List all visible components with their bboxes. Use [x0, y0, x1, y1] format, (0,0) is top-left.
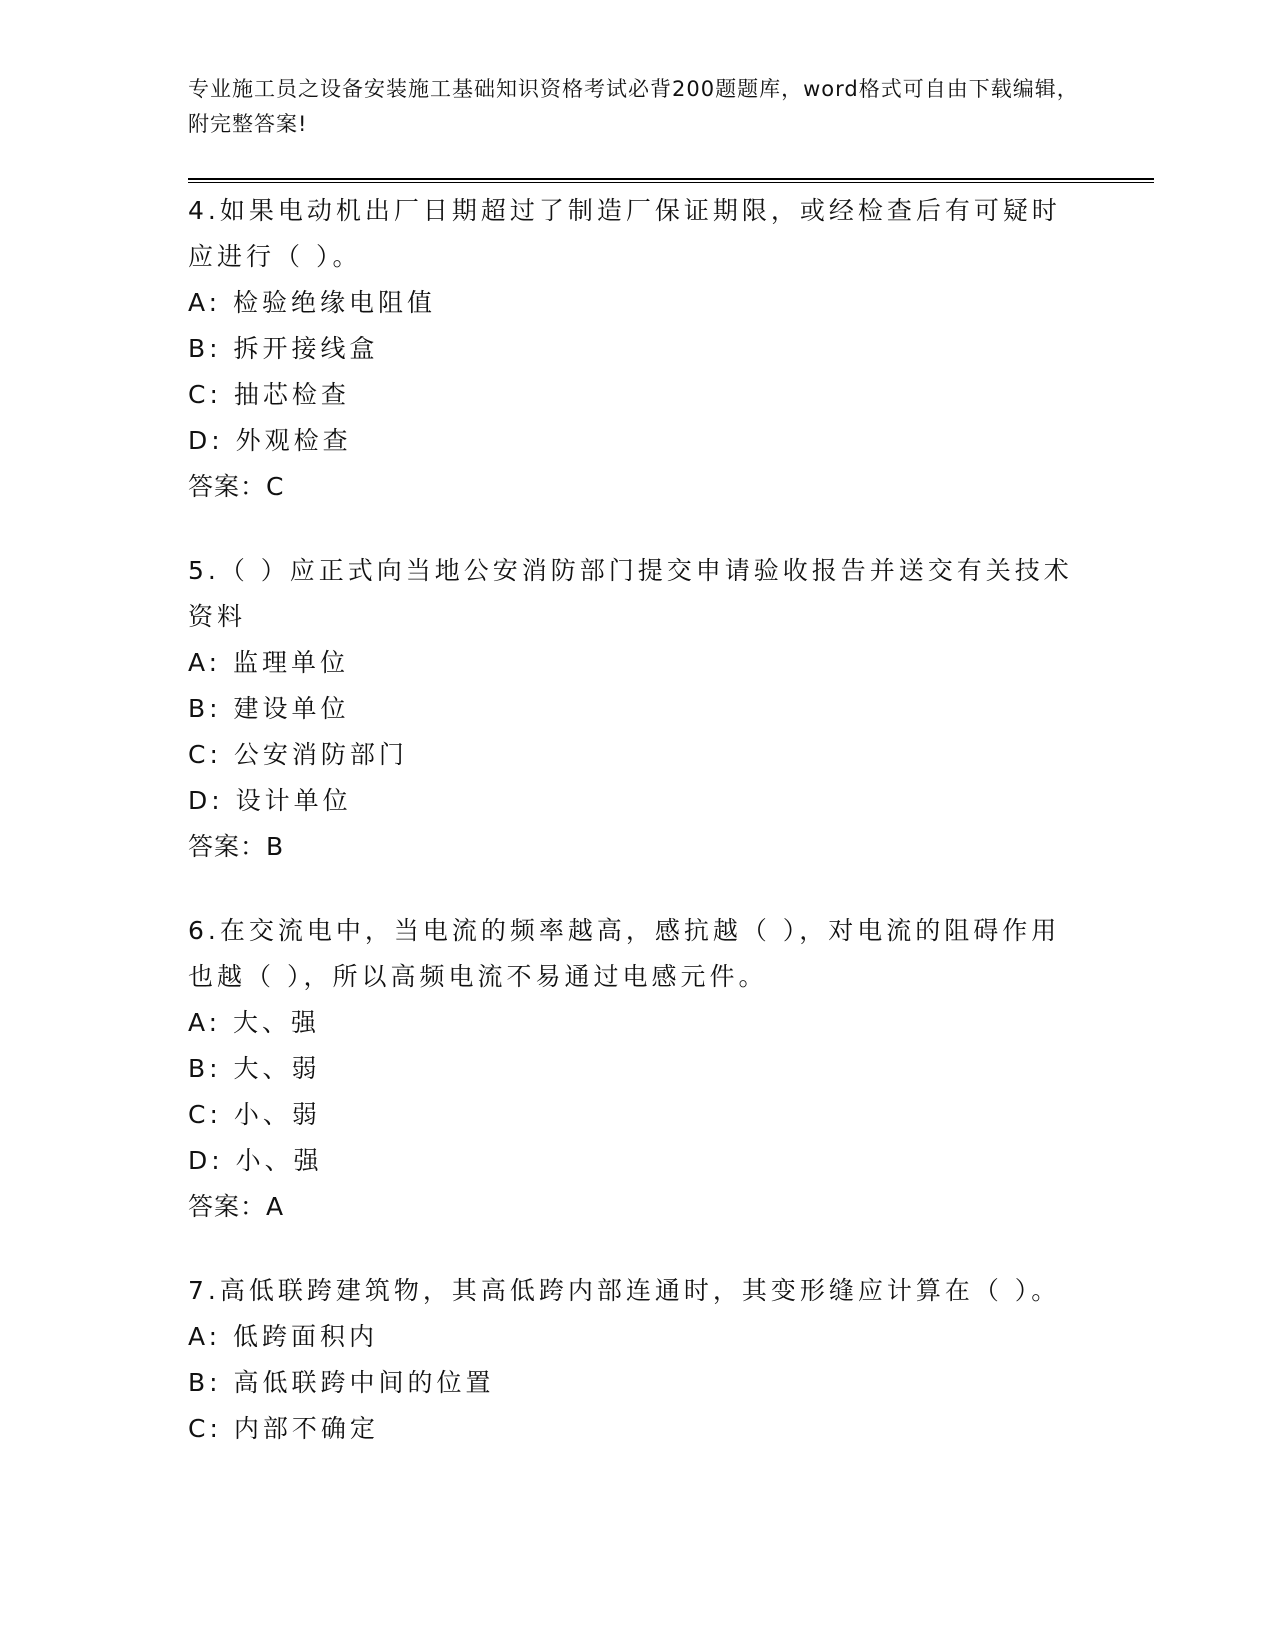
question-stem: 4.如果电动机出厂日期超过了制造厂保证期限，或经检查后有可疑时应进行（ ）。	[188, 196, 1061, 271]
question-list	[188, 188, 1088, 1490]
header-rule-thin	[188, 182, 1154, 183]
answer: 答案：B	[188, 832, 285, 861]
question-stem: 6.在交流电中，当电流的频率越高，感抗越（ ），对电流的阻碍作用也越（ ），所以高频电流不易通过电感元件。	[188, 916, 1061, 991]
answer: 答案：C	[188, 472, 285, 501]
option-b: B: 拆开接线盒	[188, 334, 379, 363]
option-b: B: 高低联跨中间的位置	[188, 1368, 495, 1397]
option-c: C: 内部不确定	[188, 1414, 379, 1443]
option-c: C: 抽芯检查	[188, 380, 350, 409]
option-d: D: 外观检查	[188, 426, 352, 455]
option-a: A: 低跨面积内	[188, 1322, 379, 1351]
option-c: C: 小、弱	[188, 1100, 321, 1129]
question-stem: 5.（ ）应正式向当地公安消防部门提交申请验收报告并送交有关技术资料	[188, 556, 1073, 631]
header-rule-thick	[188, 178, 1154, 180]
question-5	[188, 548, 1088, 870]
option-b: B: 大、弱	[188, 1054, 321, 1083]
option-a: A: 检验绝缘电阻值	[188, 288, 437, 317]
option-d: D: 设计单位	[188, 786, 352, 815]
question-4	[188, 188, 1088, 510]
question-stem: 7.高低联跨建筑物，其高低跨内部连通时，其变形缝应计算在（ ）。	[188, 1276, 1061, 1305]
answer: 答案：A	[188, 1192, 285, 1221]
question-6	[188, 908, 1088, 1230]
option-d: D: 小、强	[188, 1146, 323, 1175]
option-a: A: 大、强	[188, 1008, 321, 1037]
question-7	[188, 1268, 1088, 1452]
option-a: A: 监理单位	[188, 648, 350, 677]
option-c: C: 公安消防部门	[188, 740, 408, 769]
option-b: B: 建设单位	[188, 694, 350, 723]
document-header: 专业施工员之设备安装施工基础知识资格考试必背200题题库，word格式可自由下载编辑，附完整答案!	[188, 77, 1079, 136]
